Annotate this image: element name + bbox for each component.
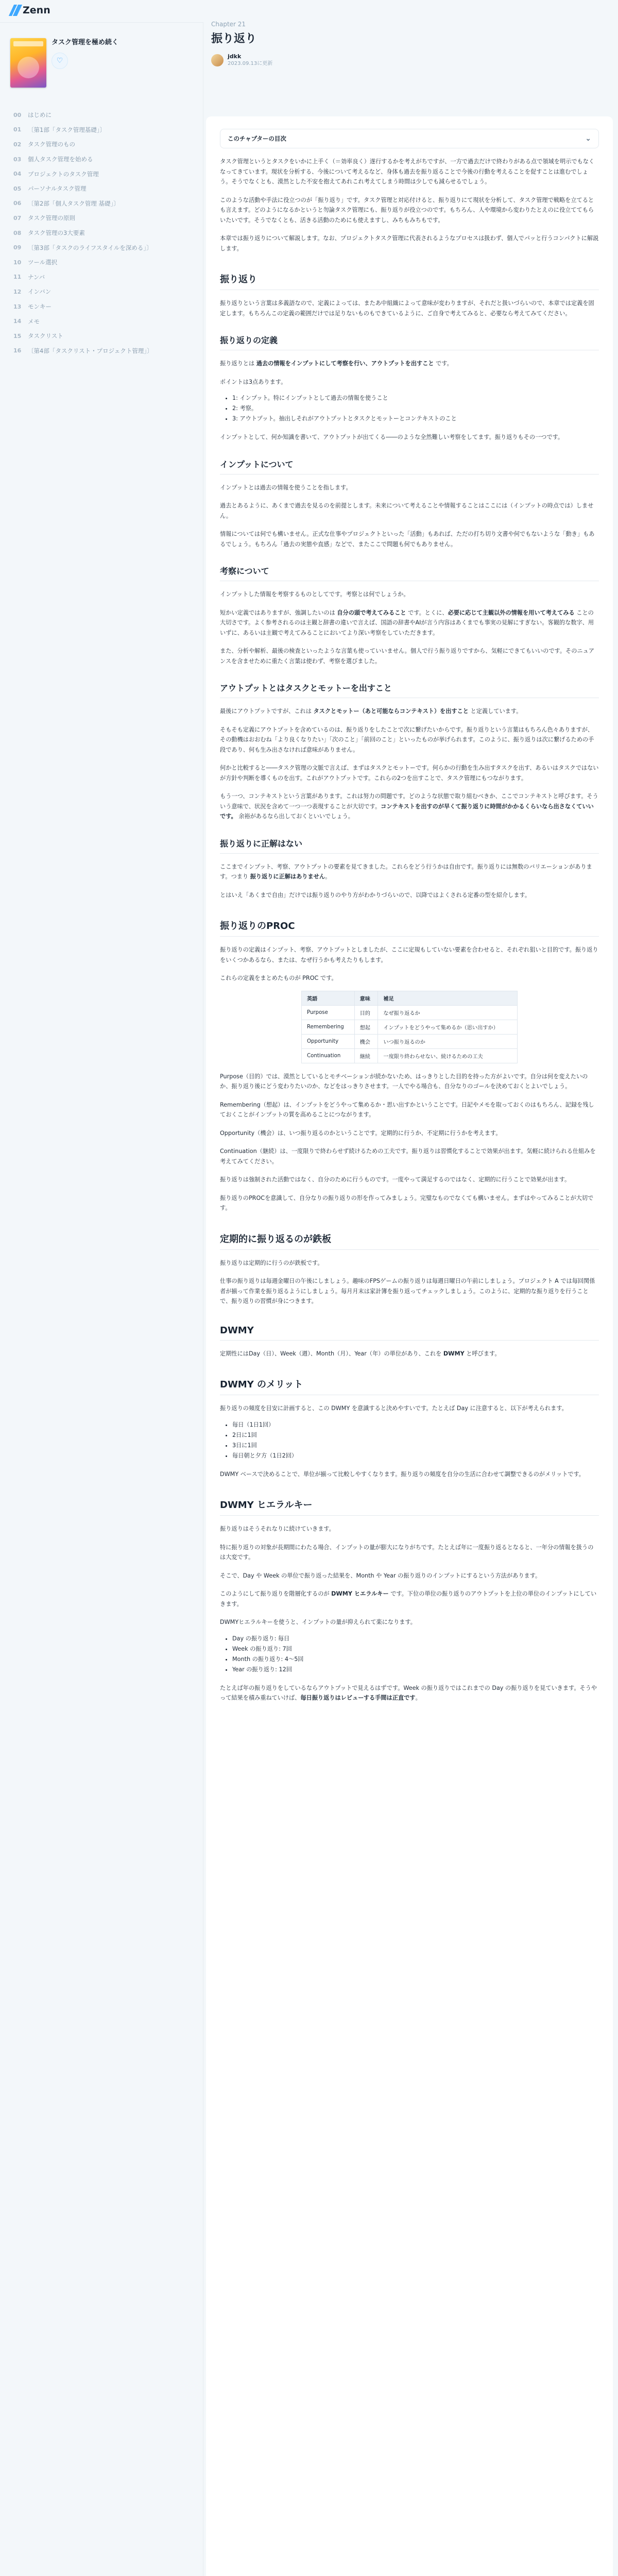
toc-title: インバン (28, 288, 52, 296)
toc-number: 13 (13, 303, 22, 310)
toc-number: 11 (13, 274, 22, 281)
table-row (302, 1048, 518, 1063)
list-item: • Day の振り返り: 毎日 (232, 1634, 599, 1644)
toc-item[interactable] (13, 226, 194, 241)
paragraph: 何かと比較すると――タスク管理の文脈で言えば、まずはタスクとモットーです。何らかの行動を生み出すタスクを出す、あるいはタスクではないが方針や判断を導くものを出す。これがアウトプットです。これらの2つを出すことで、タスク管理にもつながります。 (220, 765, 599, 782)
table-header: 補足 (378, 991, 518, 1005)
paragraph: そこで、Day や Week の単位で振り返った結果を、Month や Year の振り返りのインプットにするという方法があります。 (220, 1572, 541, 1579)
toc-item[interactable] (13, 152, 194, 167)
table-cell: なぜ振り返るか (378, 1005, 518, 1020)
definition-list (220, 393, 599, 424)
author-name[interactable]: jdkk (228, 53, 242, 60)
toc-number: 14 (13, 318, 22, 325)
table-cell: いつ振り返るのか (378, 1034, 518, 1048)
toc-number: 12 (13, 288, 22, 295)
heading-dwmy-hierarchy: DWMY ヒエラルキー (220, 1498, 599, 1516)
toc-item[interactable] (13, 329, 194, 344)
toc-title: 〔第1部「タスク管理基礎」〕 (28, 126, 106, 133)
toc-item[interactable] (13, 123, 194, 138)
list-item: • 毎日朝と夕方（1日2回） (232, 1451, 599, 1461)
paragraph: このような活動や手法に役立つのが「振り返り」です。タスク管理と対応付けると、振り返りにて現状を分析して、タスク管理で戦略を立てるとも言えます。どのようになるかというと勿論タスク管理にも、振り返りが役立つのです。もちろん、人や環境から変わりたとえのに役立ててもらいたいです。そうでなくとも、活きる活動のためにも使えますし、みちもみちもです。 (220, 196, 594, 224)
book-cover[interactable] (10, 38, 46, 88)
table-cell: 目的 (354, 1005, 378, 1020)
toc-item[interactable] (13, 196, 194, 211)
text-span: もう一つ、コンテキストという言葉があります。これは努力の問題です。どのような状態で取り組むべきか、ここでコンテキストと呼びます。そういう意味で、状況を含めて一つ一つ表現することが大切です。 (220, 793, 598, 810)
list-item: • 1: インプット。特にインプットとして過去の情報を使うこと (232, 393, 599, 403)
toc-item[interactable] (13, 240, 194, 255)
heading-dwmy-merit: DWMY のメリット (220, 1377, 599, 1395)
paragraph: そもそも定義にアウトプットを含めているのは、振り返りをしたことで次に繋げたいからです。振り返りという言葉はもちろん色々ありますが、その動機はおおむね「より良くなりたい」「次のこと」「前回のこと」といったものが挙げられます。このように、振り返りは次に繋げるための手段であり、何も生み出さなければ意味がありません。 (220, 726, 594, 753)
toc-number: 06 (13, 200, 22, 207)
toc-number: 03 (13, 156, 22, 163)
text-span: です。 (434, 360, 453, 367)
paragraph: Continuation（継続）は、一度限りで終わらせず続けるための工夫です。振り返りは習慣化することで効果が出ます。気軽に続けられる仕組みを考えてみてください。 (220, 1148, 596, 1165)
toc-number: 01 (13, 126, 22, 133)
heading-teigi: 振り返りの定義 (220, 334, 599, 350)
paragraph: タスク管理というとタスクをいかに上手く（＝効率良く）遂行するかを考えがちですが、一方で過去だけで終わりがある点で領域を明示でもなくなってきています。現状を分析する、今後について考えるなど、身体も過去を振り返ることで今後の行動を考えることを促すことは進むでしょう。そうでなくとも、漠然とした不安を抱えてあれこれ考えてしまう時間は少しでも減らせるでしょう。 (220, 158, 595, 185)
toc-item[interactable] (13, 181, 194, 196)
toc-number: 07 (13, 214, 22, 222)
paragraph (220, 1683, 599, 1703)
paragraph (220, 791, 599, 822)
toc-title: メモ (28, 317, 40, 325)
text-span: 必要に応じて主観以外の情報を用いて考えてみる (448, 609, 575, 616)
table-row (302, 1034, 518, 1048)
toc-title: タスクリスト (28, 332, 63, 340)
toc-item[interactable] (13, 270, 194, 285)
toc-item[interactable] (13, 314, 194, 329)
proc-table (301, 991, 518, 1063)
paragraph: 過去とあるように、あくまで過去を見るのを前提とします。未来について考えることや情報することはここには（インプットの時点では）しません。 (220, 502, 594, 519)
list-item: • Month の振り返り: 4〜5回 (232, 1654, 599, 1665)
toc-item[interactable] (13, 166, 194, 181)
text-span: 。 (415, 1694, 421, 1701)
heart-icon: ♡ (56, 57, 63, 65)
toc-number: 02 (13, 141, 22, 148)
text-span: タスクとモットー（あと可能ならコンテキスト）を出すこと (313, 708, 469, 715)
updated-date: 2023.09.13に更新 (228, 61, 273, 67)
logo-text: Zenn (23, 5, 50, 16)
zenn-logo-icon (10, 5, 21, 15)
paragraph: インプットした情報を考察するものとしてです。考察とは何でしょうか。 (220, 591, 409, 598)
text-span: 最後にアウトプットですが、これは (220, 708, 314, 715)
toc-title: プロジェクトのタスク管理 (28, 170, 99, 178)
toc-title: パーソナルタスク管理 (28, 185, 87, 193)
heading-proc: 振り返りのPROC (220, 919, 599, 937)
heading-seigen: 振り返りに正解はない (220, 837, 599, 854)
avatar[interactable] (211, 54, 224, 66)
paragraph: 振り返りは強制された活動ではなく、自分のために行うものです。一度やって満足するのではなく、定期的に行うことで効果が出ます。 (220, 1176, 571, 1183)
text-span: 余裕があるなら出しておくといいでしょう。 (236, 813, 354, 820)
toc-item[interactable] (13, 344, 194, 359)
book-title[interactable]: タスク管理を極め続く (52, 39, 119, 46)
toc-item[interactable] (13, 299, 194, 314)
chevron-down-icon: ⌄ (585, 134, 591, 143)
table-header: 意味 (354, 991, 378, 1005)
text-span: このようにして振り返りを階層化するのが (220, 1590, 332, 1597)
zenn-logo[interactable] (10, 5, 50, 16)
like-button[interactable] (52, 53, 68, 69)
paragraph: Opportunity（機会）は、いつ振り返るのかということです。定期的に行うか、不定期に行うかを考えます。 (220, 1129, 502, 1137)
toc-number: 04 (13, 171, 22, 178)
list-item: • Year の振り返り: 12回 (232, 1665, 599, 1675)
toc-number: 15 (13, 332, 22, 340)
text-span: ここまでインプット、考察、アウトプットの要素を見てきました。これらをどう行うかは自由です。振り返りには無数のバリエーションがあります。つまり (220, 863, 592, 880)
paragraph (220, 862, 599, 882)
heading-furikaeri: 振り返り (220, 272, 599, 290)
table-cell: 継続 (354, 1048, 378, 1063)
list-item: • 2日に1回 (232, 1430, 599, 1440)
paragraph: ポイントは3点あります。 (220, 378, 287, 385)
paragraph (220, 1589, 599, 1609)
toc-title: タスク管理のもの (28, 141, 75, 148)
paragraph: 振り返りはそうそれなりに続けていきます。 (220, 1526, 335, 1532)
table-row (302, 1020, 518, 1034)
table-header: 英語 (302, 991, 355, 1005)
text-span: DWMY (443, 1350, 465, 1357)
text-span: 定期性にはDay（日）、Week（週）、Month（月）、Year（年）の単位があり、これを (220, 1350, 443, 1357)
paragraph: Remembering（想起）は、インプットをどうやって集めるか・思い出すかということです。日記やメモを取っておくのはもちろん、記録を残しておくことがインプットの質を高めることにつながります。 (220, 1101, 594, 1118)
toc-title: 〔第2部「個人タスク管理 基礎」〕 (28, 199, 119, 207)
toc-title: ツール選択 (28, 259, 58, 266)
paragraph: インプットとは過去の情報を使うことを指します。 (220, 484, 352, 491)
chapter-list (13, 108, 194, 358)
paragraph (220, 1349, 599, 1359)
paragraph: 情報については何でも構いません。正式な仕事やプロジェクトといった「活動」もあれば、ただの打ち切り文書や何でもないような「動き」もあるでしょう。もちろん「過去の実態や直感」などで、またここで問題も何でもありません。 (220, 531, 595, 548)
text-span: 振り返りに正解はありません (250, 873, 325, 880)
toc-title: 個人タスク管理を始める (28, 156, 93, 163)
text-span: DWMY ヒエラルキー (331, 1590, 389, 1597)
paragraph: 振り返りは定期的に行うのが鉄板です。 (220, 1259, 323, 1266)
heading-input: インプットについて (220, 458, 599, 474)
text-span: 毎日振り返りはレビューする手間は正直です (300, 1694, 416, 1701)
toc-item[interactable] (13, 255, 194, 270)
heading-teiki: 定期的に振り返るのが鉄板 (220, 1232, 599, 1250)
toc-item[interactable] (13, 108, 194, 123)
table-cell: 一度限り終わらせない、続けるための工夫 (378, 1048, 518, 1063)
paragraph: DWMY ベースで決めることで、単位が揃って比較しやすくなります。振り返りの頻度を自分の生活に合わせて調整できるのがメリットです。 (220, 1470, 585, 1478)
toc-title: タスク管理の原則 (28, 214, 75, 222)
sidebar (0, 23, 203, 2576)
paragraph: 振り返りという言葉は多義語なので、定義によっては、またあ中組織によって意味が変わりますが、それだと扱いづらいので、本章では定義を固定します。もちろんこの定義の範囲だけでは足りないものもできているように、ご自身で考えてみると、必要なら考えてみてください。 (220, 300, 594, 317)
table-row (302, 1005, 518, 1020)
list-item: • Week の振り返り: 7回 (232, 1644, 599, 1654)
toc-title: 〔第4部「タスクリスト・プロジェクト管理」〕 (28, 347, 153, 354)
chapter-toc-toggle[interactable] (220, 129, 599, 148)
article-body (206, 157, 613, 1703)
toc-item[interactable] (13, 211, 194, 226)
list-item: • 3日に1回 (232, 1440, 599, 1451)
toc-title: ナンバ (28, 273, 45, 281)
dwmy-list (220, 1420, 599, 1461)
table-cell: 想起 (354, 1020, 378, 1034)
chapter-header (211, 21, 272, 67)
text-span: と呼びます。 (464, 1350, 501, 1357)
heading-dwmy: DWMY (220, 1325, 599, 1341)
toc-number: 05 (13, 185, 22, 192)
text-span: コンテキストを出すのが早くて振り返りに時間がかかるくらいなら出さなくていいです。 (220, 803, 594, 820)
list-item: • 2: 考察。 (232, 403, 599, 414)
paragraph: 振り返りのPROCを意識して、自分なりの振り返りの形を作ってみましょう。完璧なものでなくても構いません。まずはやってみることが大切です。 (220, 1194, 594, 1211)
paragraph: 特に振り返りの対象が長期間にわたる場合、インプットの量が膨大になりがちです。たとえば年に一度振り返るとなると、一年分の情報を扱うのは大変です。 (220, 1544, 594, 1561)
paragraph: Purpose（目的）では、漠然としているとモチベーションが続かないため、はっきりとした目的を持った方がよいです。自分は何を変えたいのか、振り返り後にどう変わりたいのか、などをはっきりさせます。一人でやる場合も、自分なりのゴールを決めておくとよいでしょう。 (220, 1073, 588, 1090)
heading-kousatsu: 考察について (220, 565, 599, 581)
list-item: • 毎日（1日1回） (232, 1420, 599, 1430)
toc-number: 08 (13, 229, 22, 236)
toc-title: 〔第3部「タスクのライフスタイルを深める」〕 (28, 244, 152, 251)
toc-title: モンキー (28, 303, 52, 311)
table-cell: 機会 (354, 1034, 378, 1048)
article-card (206, 116, 613, 2576)
text-span: ことの大切さです。よく参考されるのは主観と辞書の違いで言えば、国語の辞書やAIが言う内容はあくまでも事実の見解にすぎない。客観的な数字、用いずに、あるいは主観で考えてみることにおいてより深い考察をしていただきます。 (220, 609, 594, 636)
paragraph: これらの定義をまとめたものが PROC です。 (220, 975, 337, 981)
toc-number: 10 (13, 259, 22, 266)
text-span: と定義しています。 (468, 708, 522, 715)
table-cell: Remembering (302, 1020, 355, 1034)
toc-number: 16 (13, 347, 22, 354)
list-item: • 3: アウトプット。抽出しそれがアウトプットとタスクとモットーとコンテキストのこと (232, 414, 599, 424)
toc-item[interactable] (13, 137, 194, 152)
toc-title: タスク管理の3大要素 (28, 229, 85, 237)
paragraph: とはいえ「あくまで自由」だけでは振り返りのやり方がわかりづらいので、以降ではよくされる定番の型を紹介します。 (220, 891, 531, 899)
paragraph: 振り返りの定義はインプット、考察、アウトプットとしましたが、ここに定規もしていない要素を合わせると、それぞれ狙いと目的です。振り返りをいくつかあるなら、または、なぜ行うかも考えたりもします。 (220, 946, 598, 963)
text-span: 。 (325, 873, 331, 880)
author-info (211, 53, 272, 67)
toc-number: 09 (13, 244, 22, 251)
text-span: 振り返りとは (220, 360, 256, 367)
hierarchy-list (220, 1634, 599, 1675)
page-title: 振り返り (211, 32, 257, 45)
table-cell: Purpose (302, 1005, 355, 1020)
text-span: です。とくに、 (406, 609, 448, 616)
chapter-label: Chapter 21 (211, 21, 246, 28)
paragraph (220, 359, 599, 369)
text-span: たとえば年の振り返りをしているならアウトプットで見えるはずです。Week の振り返りではこれまでの Day の振り返りを見ていきます。そうやって結果を積み重ねていけば、 (220, 1684, 597, 1701)
paragraph: 振り返りの頻度を目安に計画すると、この DWMY を意識すると決めやすいです。たとえば Day に注意すると、以下が考えられます。 (220, 1405, 568, 1412)
toc-item[interactable] (13, 284, 194, 299)
paragraph (220, 706, 599, 717)
paragraph: また、分析や解析、最後の検査といったような言葉も使っていいません。個人で行う振り返りですから、気軽にできてもいいのです。そのニュアンスを含ませために重たく言葉は使わず、考察を選びました。 (220, 648, 594, 665)
toc-toggle-label: このチャプターの目次 (228, 135, 286, 142)
text-span: 自分の頭で考えてみること (337, 609, 406, 616)
text-span: 短かい定義ではありますが、強調したいのは (220, 609, 337, 616)
text-span: です。下位の単位の振り返りのアウトプットを上位の単位のインプットにしていきます。 (220, 1590, 597, 1607)
book-info (10, 38, 118, 88)
paragraph: 本章では振り返りについて解説します。なお、プロジェクトタスク管理に代表されるようなプロセスは扱わず、個人でパッと行うコンパクトに解説します。 (220, 235, 599, 252)
table-cell: インプットをどうやって集めるか（思い出すか） (378, 1020, 518, 1034)
table-cell: Continuation (302, 1048, 355, 1063)
heading-output: アウトプットとはタスクとモットーを出すこと (220, 682, 599, 698)
toc-number: 00 (13, 111, 22, 118)
paragraph: インプットとして、何か知識を書いて、アウトプットが出てくる――のような全然難しい考察をしてます。振り返りもその一つです。 (220, 434, 564, 440)
toc-title: はじめに (28, 111, 52, 119)
paragraph: DWMYヒエラルキーを使うと、インプットの量が抑えられて楽になります。 (220, 1619, 416, 1625)
table-cell: Opportunity (302, 1034, 355, 1048)
paragraph (220, 608, 599, 638)
text-span: 過去の情報をインプットにして考察を行い、アウトプットを出すこと (256, 360, 434, 367)
paragraph: 仕事の振り返りは毎週金曜日の午後にしましょう。趣味のFPSゲームの振り返りは毎週日曜日の午前にしましょう。プロジェクト A では毎回関係者が揃って作業を振り返るようにしましょう。毎月月末は家計簿を振り返ってチェックしましょう。このように、定期的な振り返りを行うことで、振り返りの習慣が身につきます。 (220, 1278, 595, 1304)
